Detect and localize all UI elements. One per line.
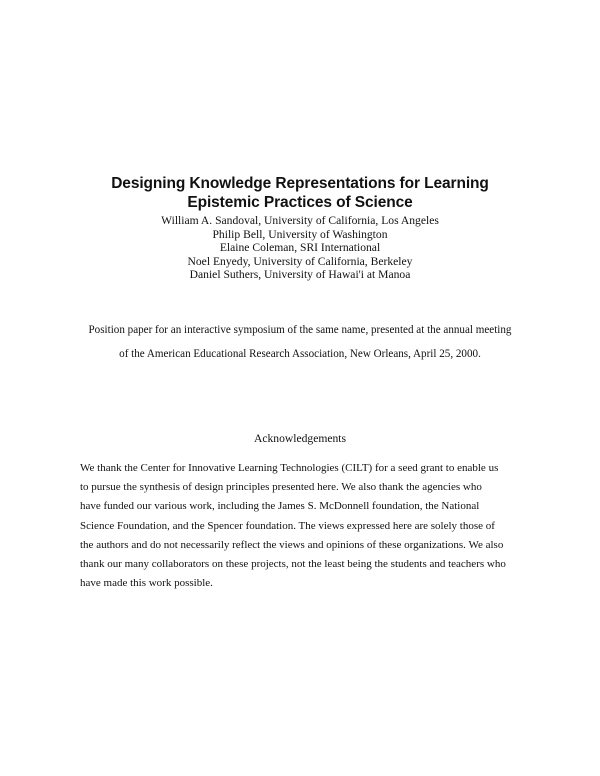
position-note-line: of the American Educational Research Association, New Orleans, April 25, 2000. [119, 347, 481, 360]
author-line: William A. Sandoval, University of California, Los Angeles [161, 214, 439, 227]
author-line: Elaine Coleman, SRI International [219, 241, 381, 254]
author-line: Noel Enyedy, University of California, Berkeley [187, 254, 413, 268]
title-block [0, 174, 600, 282]
acknowledgements-line: have funded our various work, including the James S. McDonnell foundation, the National [80, 500, 480, 513]
acknowledgements-line: the authors and do not necessarily reflect the views and opinions of these organizations. We also [80, 538, 504, 551]
acknowledgements-line: We thank the Center for Innovative Learning Technologies (CILT) for a seed grant to enable us [80, 462, 499, 474]
acknowledgements-line: thank our many collaborators on these projects, not the least being the students and teachers who [80, 558, 506, 571]
acknowledgements-line: have made this work possible. [80, 577, 213, 590]
author-line: Philip Bell, University of Washington [212, 227, 388, 241]
paper-title-line-1: Designing Knowledge Representations for Learning [111, 175, 489, 192]
paper-title-line-2: Epistemic Practices of Science [187, 194, 413, 211]
acknowledgements-heading: Acknowledgements [253, 432, 347, 445]
position-note-line: Position paper for an interactive symposium of the same name, presented at the annual meeting [88, 324, 512, 336]
author-list [0, 214, 600, 282]
position-paper-note [40, 319, 560, 366]
acknowledgements-line: Science Foundation, and the Spencer foundation. The views expressed here are solely those of [80, 519, 495, 532]
acknowledgements-line: to pursue the synthesis of design principles presented here. We also thank the agencies who [80, 481, 482, 494]
acknowledgements-body [80, 459, 530, 593]
author-line: Daniel Suthers, University of Hawai'i at Manoa [189, 268, 411, 281]
